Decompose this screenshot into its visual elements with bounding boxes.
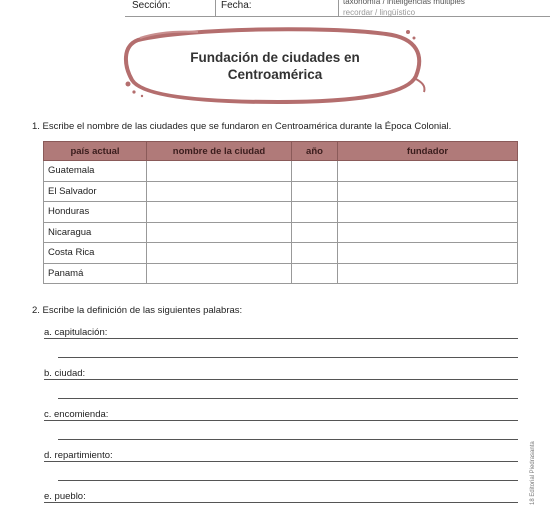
- table-row: [44, 243, 518, 264]
- ano-cell[interactable]: [292, 243, 338, 264]
- table-row: [44, 181, 518, 202]
- question-2-text: 2. Escribe la definición de las siguientes palabras:: [32, 305, 243, 316]
- title-line-2: Centroamérica: [227, 67, 323, 82]
- definition-label: a. capitulación:: [44, 327, 110, 338]
- definition-label: d. repartimiento:: [44, 450, 116, 461]
- answer-line[interactable]: [44, 461, 518, 462]
- fecha-label: Fecha:: [221, 0, 252, 11]
- ciudad-cell[interactable]: [147, 243, 292, 264]
- answer-line[interactable]: [44, 420, 518, 421]
- definition-encomienda: [44, 409, 518, 423]
- definition-capitulacion: [44, 327, 518, 341]
- ano-cell[interactable]: [292, 222, 338, 243]
- answer-line[interactable]: [44, 379, 518, 380]
- ciudad-cell[interactable]: [147, 181, 292, 202]
- pais-cell: Costa Rica: [44, 243, 147, 264]
- answer-line[interactable]: [58, 398, 518, 399]
- definition-pueblo: [44, 491, 518, 505]
- answer-line[interactable]: [58, 439, 518, 440]
- fundador-cell[interactable]: [338, 202, 518, 223]
- seccion-label: Sección:: [132, 0, 171, 11]
- ano-cell[interactable]: [292, 161, 338, 182]
- definition-ciudad: [44, 368, 518, 382]
- fundador-cell[interactable]: [338, 181, 518, 202]
- page-title: [150, 49, 400, 83]
- publisher-credit: 18 Editorial Piedrasanta: [530, 441, 536, 505]
- ano-cell[interactable]: [292, 181, 338, 202]
- col-header-fundador: fundador: [338, 142, 518, 161]
- header-divider: [215, 0, 216, 16]
- header-strip: [0, 0, 550, 16]
- title-line-1: Fundación de ciudades en: [190, 50, 360, 65]
- intelligence-line: recordar / lingüístico: [343, 8, 416, 17]
- pais-cell: El Salvador: [44, 181, 147, 202]
- table-row: [44, 263, 518, 284]
- definition-label: c. encomienda:: [44, 409, 111, 420]
- fundador-cell[interactable]: [338, 222, 518, 243]
- definition-label: b. ciudad:: [44, 368, 88, 379]
- pais-cell: Panamá: [44, 263, 147, 284]
- ciudad-cell[interactable]: [147, 263, 292, 284]
- taxonomy-line: taxonomía / inteligencias múltiples: [343, 0, 465, 6]
- pais-cell: Guatemala: [44, 161, 147, 182]
- answer-line[interactable]: [58, 480, 518, 481]
- table-row: [44, 161, 518, 182]
- definition-repartimiento: [44, 450, 518, 464]
- fundador-cell[interactable]: [338, 161, 518, 182]
- ciudad-cell[interactable]: [147, 161, 292, 182]
- col-header-ciudad: nombre de la ciudad: [147, 142, 292, 161]
- fundador-cell[interactable]: [338, 243, 518, 264]
- header-divider: [338, 0, 339, 16]
- col-header-ano: año: [292, 142, 338, 161]
- ciudad-cell[interactable]: [147, 202, 292, 223]
- table-row: [44, 222, 518, 243]
- answer-line[interactable]: [44, 502, 518, 503]
- ano-cell[interactable]: [292, 202, 338, 223]
- ano-cell[interactable]: [292, 263, 338, 284]
- pais-cell: Nicaragua: [44, 222, 147, 243]
- question-1-text: 1. Escribe el nombre de las ciudades que se fundaron en Centroamérica durante la Época Colonial.: [32, 121, 452, 132]
- ciudad-cell[interactable]: [147, 222, 292, 243]
- definition-label: e. pueblo:: [44, 491, 89, 502]
- header-underline: [125, 16, 550, 17]
- table-row: [44, 202, 518, 223]
- col-header-pais: país actual: [44, 142, 147, 161]
- answer-line[interactable]: [58, 357, 518, 358]
- fundador-cell[interactable]: [338, 263, 518, 284]
- pais-cell: Honduras: [44, 202, 147, 223]
- answer-line[interactable]: [44, 338, 518, 339]
- cities-table: [43, 141, 518, 284]
- table-header-row: [44, 142, 518, 161]
